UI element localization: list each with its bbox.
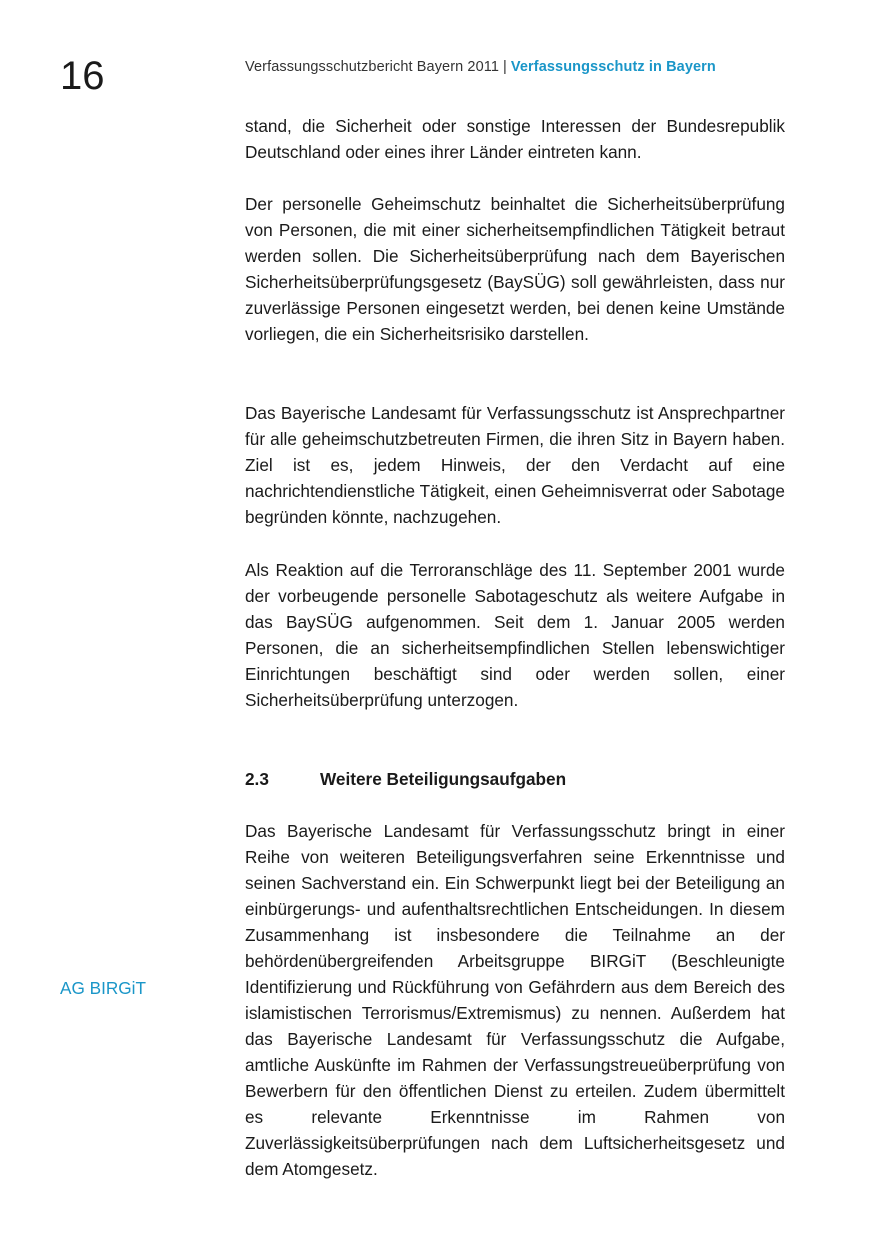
chapter-title: Verfassungsschutz in Bayern bbox=[510, 59, 716, 75]
paragraph-further-tasks: Das Bayerische Landesamt für Verfassungsschutz bringt in einer Reihe von weiteren Beteiligungsverfahren seine Erkenntnisse und seinen Sachverstand ein. Ein Schwerpunkt liegt bei der Beteiligung an einbürgerungs- und aufenthaltsrechtlichen Entscheidungen. In diesem Zusammenhang ist insbesondere die Teilnahme an der behördenübergreifenden Arbeitsgruppe BIRGiT (Beschleunigte Identifizierung und Rückführung von Gefährdern aus dem Bereich des islamistischen Terrorismus/Extremismus) zu nennen. Außerdem hat das Bayerische Landesamt für Verfassungsschutz die Aufgabe, amtliche Auskünfte im Rahmen der Verfassungstreueüberprüfung von Bewerbern für den öffentlichen Dienst zu erteilen. Zudem übermittelt es relevante Erkenntnisse im Rahmen von Zuverlässigkeitsüberprüfungen nach dem Luftsicherheitsgesetz und dem Atomgesetz. bbox=[245, 821, 785, 1179]
running-head-separator: | bbox=[503, 59, 507, 75]
section-heading bbox=[245, 767, 566, 791]
running-head bbox=[245, 57, 716, 77]
page-number: 16 bbox=[60, 54, 105, 98]
margin-note: AG BIRGiT bbox=[60, 978, 146, 998]
section-title: Weitere Beteiligungsaufgaben bbox=[320, 769, 567, 789]
paragraph-sabotage-protection: Als Reaktion auf die Terroranschläge des 11. September 2001 wurde der vorbeugende personelle Sabotageschutz als weitere Aufgabe in das BaySÜG aufgenommen. Seit dem 1. Januar 2005 werden Personen, die an sicherheitsempfindlichen Stellen lebenswichtiger Einrichtungen beschäftigt sind oder werden sollen, einer Sicherheitsüberprüfung unterzogen. bbox=[245, 560, 785, 710]
report-title: Verfassungsschutzbericht Bayern 2011 bbox=[245, 59, 500, 75]
paragraph-personal-secrecy: Der personelle Geheimschutz beinhaltet die Sicherheitsüberprüfung von Personen, die mit einer sicherheitsempfindlichen Tätigkeit betraut werden sollen. Die Sicherheitsüberprüfung nach dem Bayerischen Sicherheitsüberprüfungsgesetz (BaySÜG) soll gewährleisten, dass nur zuverlässige Personen eingesetzt werden, bei denen keine Umstände vorliegen, die ein Sicherheitsrisiko darstellen. bbox=[245, 194, 785, 344]
paragraph-contact-partner: Das Bayerische Landesamt für Verfassungsschutz ist Ansprechpartner für alle geheimschutzbetreuten Firmen, die ihren Sitz in Bayern haben. Ziel ist es, jedem Hinweis, der den Verdacht auf eine nachrichtendienstliche Tätigkeit, einen Geheimnisverrat oder Sabotage begründen könnte, nachzugehen. bbox=[245, 403, 785, 527]
paragraph-continuation: stand, die Sicherheit oder sonstige Interessen der Bundesrepublik Deutschland oder eines ihrer Länder eintreten kann. bbox=[245, 116, 785, 162]
section-number: 2.3 bbox=[245, 769, 269, 789]
